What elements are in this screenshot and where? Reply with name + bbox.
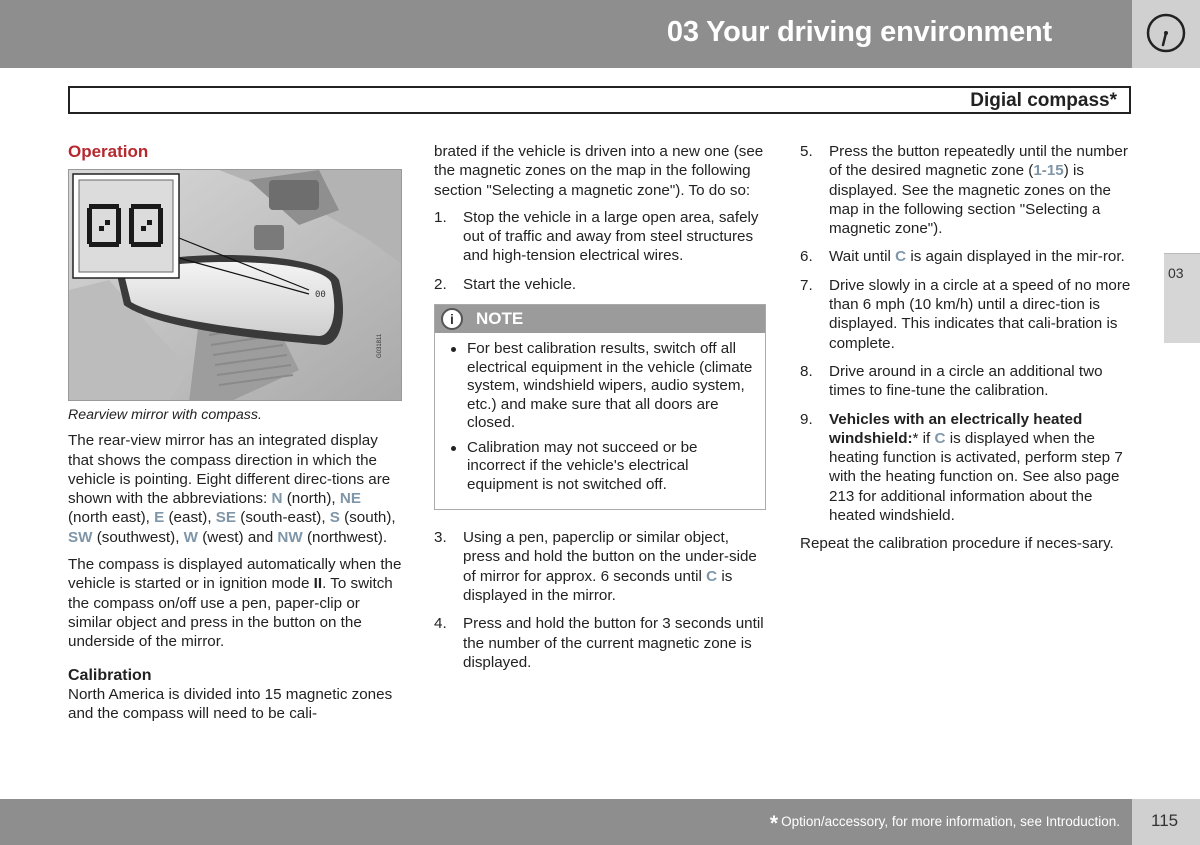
direction-abbr: W [183,528,198,546]
calibration-heading: Calibration [68,666,152,684]
column-2 [434,142,766,681]
chapter-title: 03 Your driving environment [666,16,1052,48]
step-item: 5. Press the button repeatedly until the number of the desired magnetic zone (1-15) is displayed. See the magnetic zones on the map in the following section "Selecting a magnetic zone"). [800,143,1128,238]
step-item: 6. Wait until C is again displayed in the mir-ror. [800,248,1125,266]
note-item: Calibration may not succeed or be incorrect if the vehicle's electrical equipment is not switched off. [449,439,755,495]
rearview-mirror-figure [68,169,402,401]
direction-abbr: E [154,509,165,527]
section-title-bar [68,86,1131,114]
note-header [435,305,765,333]
chapter-side-tab[interactable] [1164,253,1200,343]
footer-note: * Option/accessory, for more information, see Introduction. [769,812,1120,835]
mirror-display: 00 [315,290,326,300]
step-item: 1. Stop the vehicle in a large open area, safely out of traffic and away from steel structures and high-tension electrical wires. [434,208,759,265]
step-item: 7. Drive slowly in a circle at a speed of no more than 6 mph (10 km/h) until a direc-tion is displayed. This indicates that cali-bration is complete. [800,276,1131,352]
direction-abbr: SE [215,509,237,527]
direction-abbr: NE [339,490,361,508]
footer-bar [0,799,1132,845]
note-item: For best calibration results, switch off all electrical equipment in the vehicle (climate system, windshield wipers, audio system, etc.) and make sure that all doors are closed. [449,340,755,433]
compass-description: The rear-view mirror has an integrated display that shows the compass direction in which the vehicle is pointing. Eight different direc-tions are shown with the abbreviations: N (north), NE (north east), E (east), SE (south-east), S (south), SW (southwest), W (west) and NW (northwest). [68,432,396,546]
direction-abbr: SW [68,528,93,546]
chapter-header-bar [0,0,1132,68]
mirror-illustration [69,170,402,401]
direction-abbr: NW [277,528,303,546]
column-1 [68,142,402,731]
section-title: Digial compass* [970,90,1117,111]
page-number-box [1132,799,1200,845]
operation-heading: Operation [68,142,149,161]
calibration-intro: North America is divided into 15 magnetic zones and the compass will need to be cali- [68,685,393,722]
speedometer-icon [1145,12,1187,54]
column-3 [800,142,1132,562]
direction-abbr: N [271,490,283,508]
note-label: NOTE [476,309,524,329]
calibration-steps-b [434,528,766,672]
figure-caption: Rearview mirror with compass. [68,407,262,423]
figure-code: G031811 [377,333,383,358]
step-item: 9. Vehicles with an electrically heated windshield:* if C is displayed when the heating function is activated, perform step 7 with the heating function on. See also page 213 for additional information about the heated windshield. [800,410,1123,525]
step-item: 4. Press and hold the button for 3 seconds until the number of the current magnetic zone is displayed. [434,615,764,671]
step-item: 3. Using a pen, paperclip or similar object, press and hold the button on the under-side of mirror for approx. 6 seconds until C is displayed in the mirror. [434,529,757,604]
side-tab-label: 03 [1168,265,1184,281]
note-list [435,333,765,509]
calibration-steps-a [434,208,766,294]
chapter-icon-box [1132,0,1200,68]
calibration-continued: brated if the vehicle is driven into a new one (see the magnetic zones on the map in the following section "Selecting a magnetic zone"). To do so: [434,143,764,199]
info-icon: i [441,308,463,330]
note-box [434,304,766,510]
calibration-steps-c [800,142,1132,525]
step-item: 8. Drive around in a circle an additional two times to fine-tune the calibration. [800,362,1103,400]
direction-abbr: S [329,509,340,527]
step-item: 2. Start the vehicle. [434,275,577,293]
page-number: 115 [1151,811,1179,830]
repeat-paragraph: Repeat the calibration procedure if neces-sary. [800,535,1114,553]
compass-display-paragraph: The compass is displayed automatically when the vehicle is started or in ignition mode II. To switch the compass on/off use a pen, paper-clip or similar object and press in the button on the underside of the mirror. [68,556,402,651]
